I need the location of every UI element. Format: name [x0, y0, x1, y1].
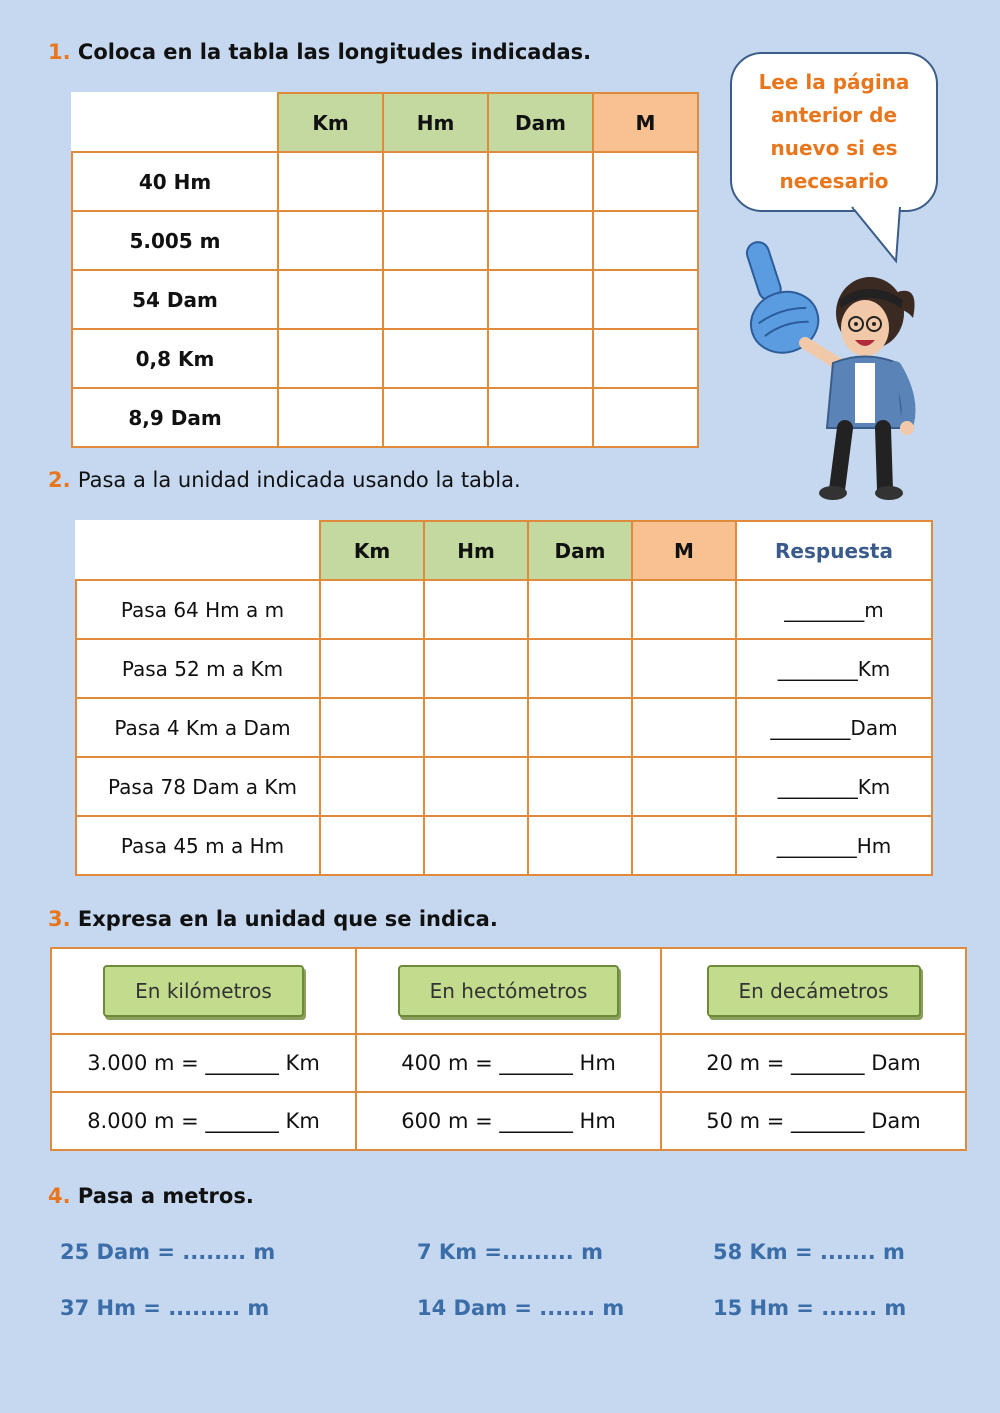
input-cell[interactable]	[632, 698, 736, 757]
header-m: M	[593, 93, 698, 152]
header-m: M	[632, 521, 736, 580]
section3-title: 3. Expresa en la unidad que se indica.	[48, 907, 498, 931]
exercise-cell[interactable]: 3.000 m = _______ Km	[51, 1034, 356, 1092]
section2-title: 2. Pasa a la unidad indicada usando la tabla.	[48, 468, 521, 492]
row-label: Pasa 4 Km a Dam	[76, 698, 320, 757]
input-cell[interactable]	[593, 388, 698, 447]
exercise-cell[interactable]: 8.000 m = _______ Km	[51, 1092, 356, 1150]
teacher-avatar-icon	[735, 238, 925, 503]
header-hm: Hm	[424, 521, 528, 580]
exercise-item[interactable]: 25 Dam = ........ m	[60, 1240, 276, 1264]
row-label: 54 Dam	[72, 270, 278, 329]
input-cell[interactable]	[320, 698, 424, 757]
input-cell[interactable]	[593, 152, 698, 211]
row-label: 8,9 Dam	[72, 388, 278, 447]
answer-field[interactable]: ________m	[736, 580, 932, 639]
input-cell[interactable]	[320, 816, 424, 875]
input-cell[interactable]	[383, 329, 488, 388]
input-cell[interactable]	[593, 270, 698, 329]
answer-field[interactable]: ________Hm	[736, 816, 932, 875]
input-cell[interactable]	[632, 580, 736, 639]
input-cell[interactable]	[488, 388, 593, 447]
exercise-cell[interactable]: 400 m = _______ Hm	[356, 1034, 661, 1092]
exercise-item[interactable]: 14 Dam = ....... m	[417, 1296, 625, 1320]
input-cell[interactable]	[278, 211, 383, 270]
section1-title: 1. Coloca en la tabla las longitudes indicadas.	[48, 40, 592, 64]
input-cell[interactable]	[424, 698, 528, 757]
exercise-cell[interactable]: 20 m = _______ Dam	[661, 1034, 966, 1092]
banner-decametros: En decámetros	[707, 965, 921, 1017]
input-cell[interactable]	[488, 152, 593, 211]
input-cell[interactable]	[528, 698, 632, 757]
input-cell[interactable]	[632, 639, 736, 698]
section4-title: 4. Pasa a metros.	[48, 1184, 254, 1208]
input-cell[interactable]	[593, 211, 698, 270]
input-cell[interactable]	[488, 270, 593, 329]
input-cell[interactable]	[278, 152, 383, 211]
input-cell[interactable]	[278, 329, 383, 388]
input-cell[interactable]	[528, 580, 632, 639]
input-cell[interactable]	[424, 757, 528, 816]
header-dam: Dam	[488, 93, 593, 152]
row-label: 5.005 m	[72, 211, 278, 270]
exercise-cell[interactable]: 50 m = _______ Dam	[661, 1092, 966, 1150]
input-cell[interactable]	[278, 270, 383, 329]
row-label: Pasa 45 m a Hm	[76, 816, 320, 875]
input-cell[interactable]	[593, 329, 698, 388]
answer-field[interactable]: ________Km	[736, 639, 932, 698]
exercise-item[interactable]: 58 Km = ....... m	[713, 1240, 905, 1264]
input-cell[interactable]	[383, 270, 488, 329]
header-respuesta: Respuesta	[736, 521, 932, 580]
answer-field[interactable]: ________Km	[736, 757, 932, 816]
input-cell[interactable]	[488, 211, 593, 270]
header-km: Km	[278, 93, 383, 152]
input-cell[interactable]	[528, 757, 632, 816]
input-cell[interactable]	[320, 580, 424, 639]
exercise-item[interactable]: 7 Km =......... m	[417, 1240, 603, 1264]
speech-bubble: Lee la página anterior de nuevo si es necesario	[730, 52, 938, 212]
length-table	[71, 92, 699, 448]
input-cell[interactable]	[320, 639, 424, 698]
row-label: 0,8 Km	[72, 329, 278, 388]
input-cell[interactable]	[488, 329, 593, 388]
input-cell[interactable]	[528, 639, 632, 698]
row-label: Pasa 52 m a Km	[76, 639, 320, 698]
banner-kilometros: En kilómetros	[103, 965, 304, 1017]
input-cell[interactable]	[424, 639, 528, 698]
express-units-table	[50, 947, 967, 1151]
input-cell[interactable]	[383, 211, 488, 270]
input-cell[interactable]	[383, 152, 488, 211]
row-label: 40 Hm	[72, 152, 278, 211]
row-label: Pasa 78 Dam a Km	[76, 757, 320, 816]
exercise-item[interactable]: 37 Hm = ......... m	[60, 1296, 270, 1320]
input-cell[interactable]	[424, 580, 528, 639]
input-cell[interactable]	[528, 816, 632, 875]
input-cell[interactable]	[320, 757, 424, 816]
header-km: Km	[320, 521, 424, 580]
input-cell[interactable]	[383, 388, 488, 447]
input-cell[interactable]	[632, 757, 736, 816]
input-cell[interactable]	[278, 388, 383, 447]
header-dam: Dam	[528, 521, 632, 580]
conversion-table	[75, 520, 933, 876]
row-label: Pasa 64 Hm a m	[76, 580, 320, 639]
banner-hectometros: En hectómetros	[398, 965, 620, 1017]
header-hm: Hm	[383, 93, 488, 152]
exercise-item[interactable]: 15 Hm = ....... m	[713, 1296, 907, 1320]
input-cell[interactable]	[632, 816, 736, 875]
answer-field[interactable]: ________Dam	[736, 698, 932, 757]
input-cell[interactable]	[424, 816, 528, 875]
exercise-cell[interactable]: 600 m = _______ Hm	[356, 1092, 661, 1150]
